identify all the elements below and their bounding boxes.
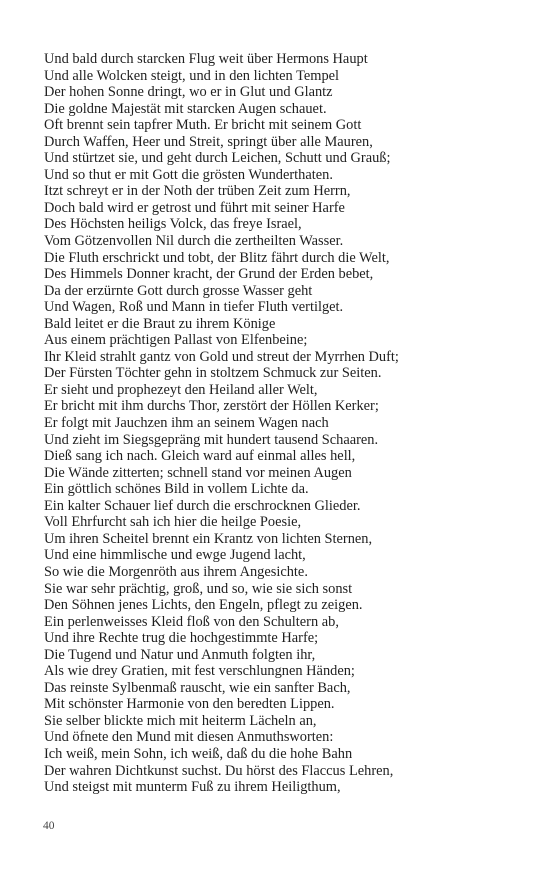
poem-line: Die Fluth erschrickt und tobt, der Blitz fährt durch die Welt, [44, 249, 390, 266]
poem-line: Und ihre Rechte trug die hochgestimmte Harfe; [44, 630, 319, 647]
poem-line: Sie selber blickte mich mit heiterm Lächeln an, [44, 712, 317, 729]
poem-line: Itzt schreyt er in der Noth der trüben Zeit zum Herrn, [44, 183, 351, 200]
poem-line: Ein kalter Schauer lief durch die erschrocknen Glieder. [44, 497, 361, 514]
poem-line: Und alle Wolcken steigt, und in den lichten Tempel [44, 67, 340, 84]
poem-line: Den Söhnen jenes Lichts, den Engeln, pflegt zu zeigen. [44, 597, 363, 614]
poem-line: So wie die Morgenröth aus ihrem Angesichte. [44, 563, 308, 580]
poem-line: Um ihren Scheitel brennt ein Krantz von lichten Sternen, [44, 530, 373, 547]
poem-line: Das reinste Sylbenmaß rauscht, wie ein sanfter Bach, [44, 679, 351, 696]
poem-line: Durch Waffen, Heer und Streit, springt über alle Mauren, [44, 133, 373, 150]
poem-line: Vom Götzenvollen Nil durch die zertheilten Wasser. [44, 233, 344, 250]
poem-line: Da der erzürnte Gott durch grosse Wasser geht [44, 282, 313, 299]
poem-line: Die Tugend und Natur und Anmuth folgten ihr, [44, 646, 316, 663]
poem-line: Die Wände zitterten; schnell stand vor meinen Augen [44, 464, 352, 481]
poem-line: Mit schönster Harmonie von den beredten Lippen. [44, 696, 335, 713]
poem-line: Und stürtzet sie, und geht durch Leichen, Schutt und Grauß; [44, 150, 391, 167]
poem-line: Voll Ehrfurcht sah ich hier die heilge Poesie, [44, 514, 302, 531]
poem-line: Aus einem prächtigen Pallast von Elfenbeine; [44, 332, 308, 349]
page-number: 40 [43, 820, 55, 832]
poem-line: Und öfnete den Mund mit diesen Anmuthsworten: [44, 729, 334, 746]
poem-line: Des Höchsten heiligs Volck, das freye Israel, [44, 216, 302, 233]
poem-line: Und zieht im Siegsgepräng mit hundert tausend Schaaren. [44, 431, 379, 448]
poem-line: Der Fürsten Töchter gehn in stoltzem Schmuck zur Seiten. [44, 365, 382, 382]
poem-line: Und steigst mit munterm Fuß zu ihrem Heiligthum, [44, 779, 341, 796]
poem-line: Sie war sehr prächtig, groß, und so, wie sie sich sonst [44, 580, 353, 597]
poem-line: Er bricht mit ihm durchs Thor, zerstört der Höllen Kerker; [44, 398, 379, 415]
poem-line: Doch bald wird er getrost und führt mit seiner Harfe [44, 199, 345, 216]
poem-line: Und eine himmlische und ewge Jugend lacht, [44, 547, 306, 564]
poem-line: Und bald durch starcken Flug weit über Hermons Haupt [44, 51, 368, 67]
poem-line: Er sieht und prophezeyt den Heiland aller Welt, [44, 381, 318, 398]
poem-line: Bald leitet er die Braut zu ihrem Könige [44, 315, 276, 332]
poem-line: Der hohen Sonne dringt, wo er in Glut und Glantz [44, 84, 333, 101]
poem-line: Oft brennt sein tapfrer Muth. Er bricht mit seinem Gott [44, 117, 362, 134]
poem-line: Und Wagen, Roß und Mann in tiefer Fluth vertilget. [44, 299, 344, 316]
poem-line: Er folgt mit Jauchzen ihm an seinem Wagen nach [44, 415, 329, 432]
poem-line: Dieß sang ich nach. Gleich ward auf einmal alles hell, [44, 448, 356, 465]
poem-line: Der wahren Dichtkunst suchst. Du hörst des Flaccus Lehren, [44, 762, 394, 779]
poem-line: Als wie drey Gratien, mit fest verschlungnen Händen; [44, 663, 355, 680]
poem-line: Ich weiß, mein Sohn, ich weiß, daß du die hohe Bahn [44, 745, 353, 762]
poem-line: Des Himmels Donner kracht, der Grund der Erden bebet, [44, 266, 374, 283]
poem-line: Ihr Kleid strahlt gantz von Gold und streut der Myrrhen Duft; [44, 348, 399, 365]
poem-line: Die goldne Majestät mit starcken Augen schauet. [44, 100, 327, 117]
poem-line: Ein perlenweisses Kleid floß von den Schultern ab, [44, 613, 339, 630]
poem-line: Und so thut er mit Gott die grösten Wunderthaten. [44, 166, 333, 183]
poem-line: Ein göttlich schönes Bild in vollem Lichte da. [44, 481, 309, 498]
poem-text [44, 51, 534, 796]
